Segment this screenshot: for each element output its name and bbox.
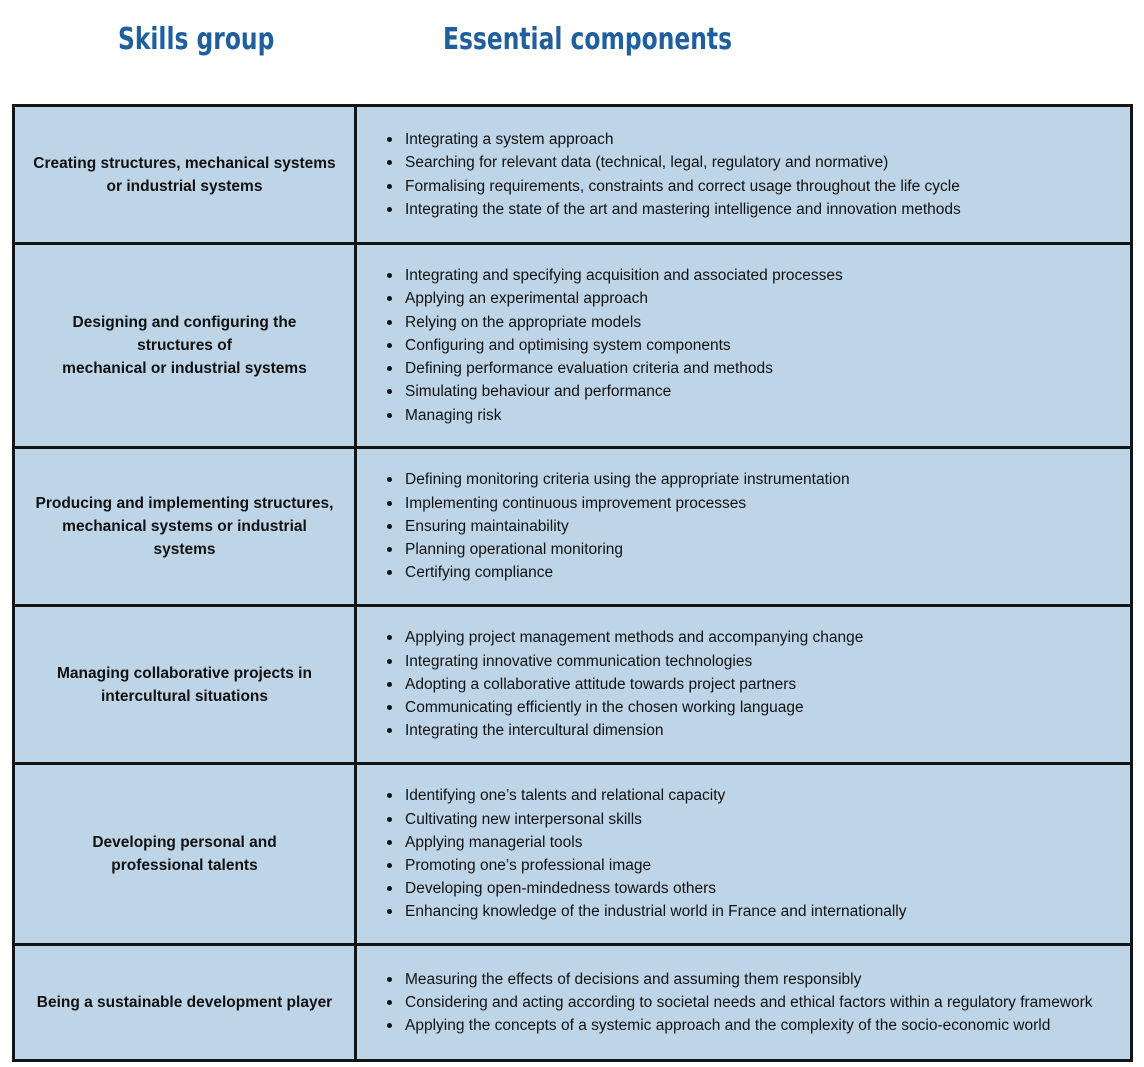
list-item: Planning operational monitoring	[387, 538, 850, 561]
list-item: Integrating the intercultural dimension	[387, 719, 863, 742]
skills-group-label: Producing and implementing structures, mechanical systems or industrial systems	[35, 495, 334, 558]
list-item: Implementing continuous improvement processes	[387, 492, 850, 515]
table-row	[15, 449, 1130, 607]
list-item: Promoting one’s professional image	[387, 854, 906, 877]
skills-group-cell	[15, 245, 357, 446]
skills-group-label: Developing personal and professional talents	[92, 834, 277, 874]
list-item: Cultivating new interpersonal skills	[387, 808, 906, 831]
table-row	[15, 946, 1130, 1059]
list-item: Defining performance evaluation criteria and methods	[387, 357, 843, 380]
skills-group-cell	[15, 607, 357, 762]
list-item: Communicating efficiently in the chosen working language	[387, 696, 863, 719]
essential-components-cell	[357, 765, 1130, 943]
list-item: Considering and acting according to societal needs and ethical factors within a regulatory framework	[387, 991, 1093, 1014]
list-item: Integrating and specifying acquisition and associated processes	[387, 264, 843, 287]
skills-group-cell	[15, 449, 357, 604]
skills-table	[12, 104, 1133, 1062]
skills-group-cell	[15, 107, 357, 242]
list-item: Integrating a system approach	[387, 128, 961, 151]
list-item: Enhancing knowledge of the industrial world in France and internationally	[387, 900, 906, 923]
essential-components-cell	[357, 245, 1130, 446]
list-item: Applying managerial tools	[387, 831, 906, 854]
skills-group-label: Managing collaborative projects in intercultural situations	[57, 664, 312, 705]
table-row	[15, 765, 1130, 946]
list-item: Applying an experimental approach	[387, 287, 843, 310]
table-row	[15, 107, 1130, 245]
essential-components-cell	[357, 107, 1130, 242]
skills-group-label: Being a sustainable development player	[36, 994, 333, 1011]
component-list	[387, 968, 1093, 1038]
skills-group-label: Designing and configuring the structures of mechanical or industrial systems	[62, 314, 307, 377]
skills-group-cell	[15, 765, 357, 943]
list-item: Certifying compliance	[387, 561, 850, 584]
essential-components-cell	[357, 449, 1130, 604]
list-item: Developing open-mindedness towards others	[387, 877, 906, 900]
skills-group-header: Skills group	[118, 22, 275, 57]
essential-components-cell	[357, 946, 1130, 1059]
essential-components-cell	[357, 607, 1130, 762]
table-row	[15, 607, 1130, 765]
list-item: Simulating behaviour and performance	[387, 380, 843, 403]
list-item: Relying on the appropriate models	[387, 311, 843, 334]
list-item: Applying project management methods and accompanying change	[387, 626, 863, 649]
table-row	[15, 245, 1130, 449]
component-list	[387, 626, 863, 742]
component-list	[387, 128, 961, 221]
list-item: Applying the concepts of a systemic approach and the complexity of the socio-economic world	[387, 1014, 1093, 1037]
skills-group-cell	[15, 946, 357, 1059]
list-item: Managing risk	[387, 404, 843, 427]
skills-group-label: Creating structures, mechanical systems or industrial systems	[33, 154, 336, 195]
list-item: Identifying one’s talents and relational capacity	[387, 784, 906, 807]
essential-components-header: Essential components	[443, 22, 733, 57]
list-item: Integrating the state of the art and mastering intelligence and innovation methods	[387, 198, 961, 221]
list-item: Configuring and optimising system components	[387, 334, 843, 357]
list-item: Searching for relevant data (technical, legal, regulatory and normative)	[387, 151, 961, 174]
component-list	[387, 264, 843, 426]
component-list	[387, 784, 906, 923]
list-item: Formalising requirements, constraints and correct usage throughout the life cycle	[387, 175, 961, 198]
list-item: Measuring the effects of decisions and assuming them responsibly	[387, 968, 1093, 991]
list-item: Defining monitoring criteria using the appropriate instrumentation	[387, 468, 850, 491]
component-list	[387, 468, 850, 584]
list-item: Ensuring maintainability	[387, 515, 850, 538]
list-item: Adopting a collaborative attitude towards project partners	[387, 673, 863, 696]
list-item: Integrating innovative communication technologies	[387, 650, 863, 673]
